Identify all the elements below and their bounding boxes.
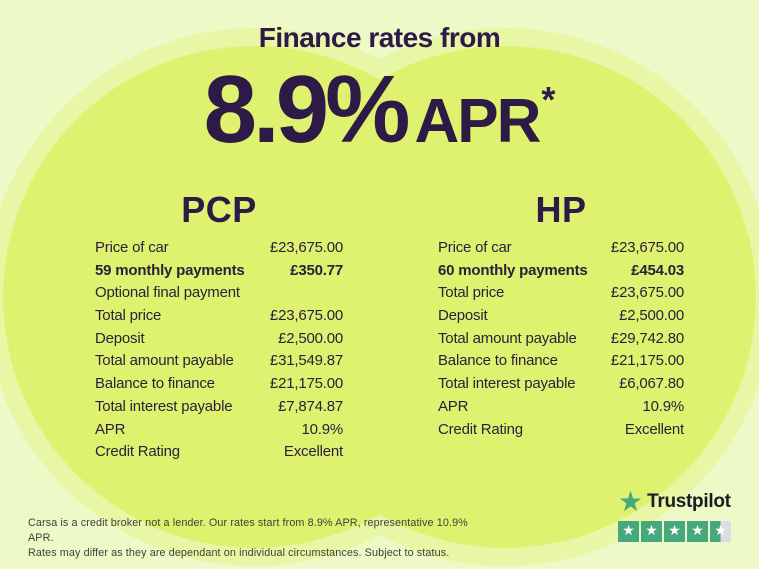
row-value: £23,675.00 <box>269 307 343 325</box>
row-value: £29,742.80 <box>610 329 684 347</box>
table-row <box>438 237 684 260</box>
hp-heading: HP <box>535 189 587 230</box>
row-value: Excellent <box>624 420 684 438</box>
row-label: Total amount payable <box>95 352 234 370</box>
table-row <box>95 260 343 283</box>
row-value: £454.03 <box>631 261 684 279</box>
row-label: Price of car <box>95 239 169 256</box>
row-label: 59 monthly payments <box>95 261 245 279</box>
row-value: £31,549.87 <box>269 352 343 370</box>
pcp-table <box>95 189 343 464</box>
row-label: Deposit <box>438 307 488 325</box>
row-value: £23,675.00 <box>269 239 343 256</box>
table-row <box>438 396 684 419</box>
row-value: Excellent <box>283 443 343 461</box>
rate-apr-label: APR <box>414 87 540 156</box>
pcp-heading: PCP <box>181 189 257 230</box>
row-value: £23,675.00 <box>610 284 684 302</box>
row-value: £23,675.00 <box>610 239 684 256</box>
rate-asterisk: * <box>541 79 556 120</box>
disclaimer-line-2: Rates may differ as they are dependant on individual circumstances. Subject to status. <box>28 546 450 559</box>
row-label: APR <box>95 420 126 438</box>
row-label: Total interest payable <box>95 397 233 415</box>
rate-value: 8.9% <box>203 56 407 163</box>
row-label: Optional final payment <box>95 284 240 302</box>
row-value: £2,500.00 <box>619 307 684 325</box>
table-row <box>95 396 343 419</box>
star-icon: ★ <box>618 521 639 542</box>
table-row <box>438 328 684 351</box>
row-label: Total interest payable <box>438 375 576 393</box>
row-label: 60 monthly payments <box>438 261 588 279</box>
row-value: £6,067.80 <box>619 375 684 393</box>
row-value: £21,175.00 <box>269 375 343 393</box>
row-label: Deposit <box>95 329 145 347</box>
star-icon: ★ <box>641 521 662 542</box>
table-row <box>438 282 684 305</box>
row-label: APR <box>438 397 469 415</box>
row-value: £7,874.87 <box>278 397 343 415</box>
row-label: Total amount payable <box>438 329 577 347</box>
half-star-icon: ★ <box>710 521 731 542</box>
page-title: Finance rates from <box>258 22 501 53</box>
row-value: £21,175.00 <box>610 352 684 370</box>
table-row <box>438 373 684 396</box>
table-row <box>438 305 684 328</box>
row-label: Balance to finance <box>438 352 558 370</box>
row-value: £350.77 <box>290 261 343 279</box>
table-row <box>95 305 343 328</box>
table-row <box>95 237 343 260</box>
row-label: Balance to finance <box>95 375 215 393</box>
row-label: Price of car <box>438 239 512 256</box>
table-row <box>95 350 343 373</box>
row-value: £2,500.00 <box>278 329 343 347</box>
table-row <box>95 328 343 351</box>
star-icon: ★ <box>687 521 708 542</box>
trustpilot-rating-4-5-stars <box>618 521 731 542</box>
table-row <box>95 419 343 442</box>
table-row <box>438 260 684 283</box>
trustpilot-badge <box>618 485 731 542</box>
headline-rate <box>0 56 759 163</box>
table-row <box>438 350 684 373</box>
row-label: Total price <box>438 284 505 302</box>
table-row <box>95 282 343 305</box>
table-row <box>438 419 684 442</box>
trustpilot-star-icon: ★ <box>618 485 644 518</box>
trustpilot-logo <box>618 485 731 518</box>
table-row <box>95 441 343 464</box>
table-row <box>95 373 343 396</box>
row-label: Total price <box>95 307 162 325</box>
legal-disclaimer <box>28 516 468 560</box>
hp-table <box>438 189 684 441</box>
row-label: Credit Rating <box>438 420 523 438</box>
row-label: Credit Rating <box>95 443 180 461</box>
row-value: 10.9% <box>642 397 684 415</box>
disclaimer-line-1: Carsa is a credit broker not a lender. Our rates start from 8.9% APR, representative 10.9% APR. <box>28 517 468 544</box>
star-icon: ★ <box>664 521 685 542</box>
row-value: 10.9% <box>301 420 343 438</box>
trustpilot-wordmark: Trustpilot <box>647 491 731 512</box>
